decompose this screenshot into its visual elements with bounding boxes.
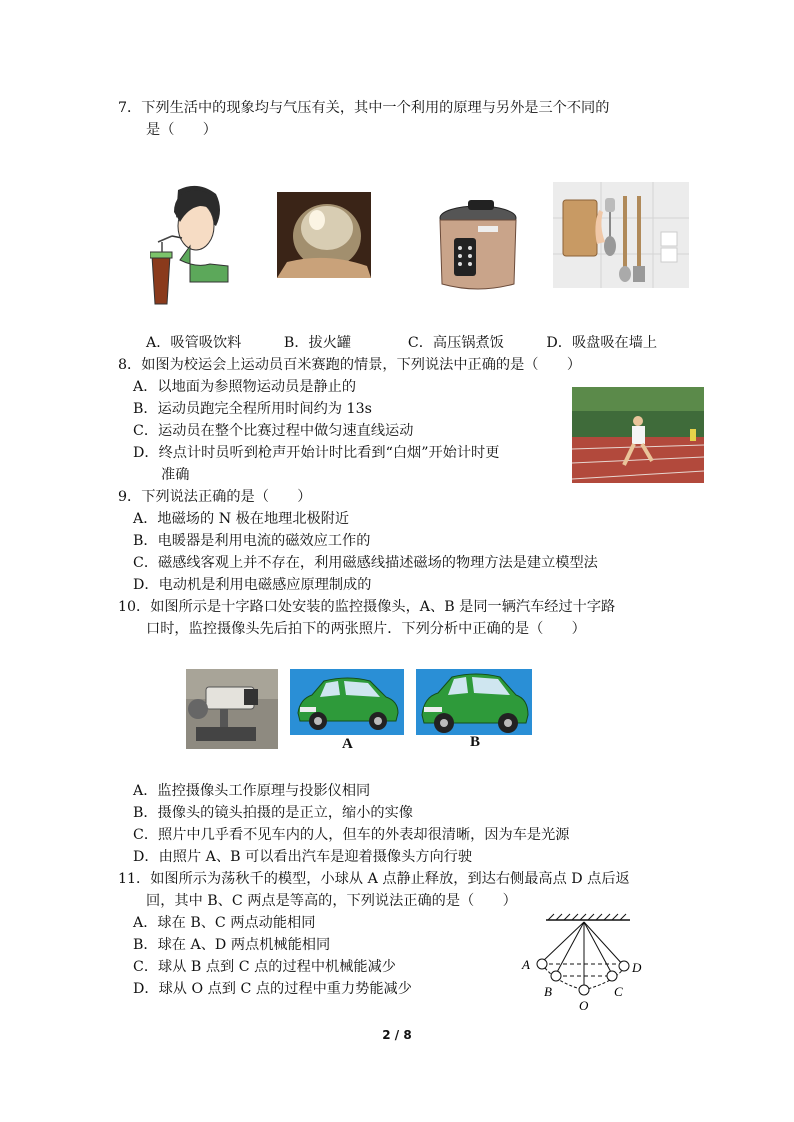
q8-option-d-line1: D．终点计时员听到枪声开始计时比看到“白烟”开始计时更: [133, 445, 500, 461]
runner-photo: [572, 387, 704, 483]
q10-stem-line2: 口时，监控摄像头先后拍下的两张照片．下列分析中正确的是（ ）: [146, 621, 586, 637]
q11-option-d: D．球从 O 点到 C 点的过程中重力势能减少: [133, 981, 412, 997]
q10-option-b: B．摄像头的镜头拍摄的是正立，缩小的实像: [133, 805, 413, 821]
q8-option-a: A．以地面为参照物运动员是静止的: [133, 379, 357, 395]
swing-diagram: [518, 912, 648, 1014]
q8-option-b: B．运动员跑完全程所用时间约为 13s: [133, 401, 372, 417]
boy-drinking-image: [150, 182, 232, 310]
q10-stem-line1: 10．如图所示是十字路口处安装的监控摄像头，A、B 是同一辆汽车经过十字路: [118, 599, 616, 615]
diagram-label-d: D: [632, 960, 642, 975]
diagram-label-a: A: [522, 957, 530, 972]
q11-option-a: A．球在 B、C 两点动能相同: [133, 915, 316, 931]
q11-option-b: B．球在 A、D 两点机械能相同: [133, 937, 331, 953]
q10-option-d: D．由照片 A、B 可以看出汽车是迎着摄像头方向行驶: [133, 849, 473, 865]
q11-stem-line2: 回，其中 B、C 两点是等高的，下列说法正确的是（ ）: [146, 893, 517, 909]
suction-hooks-image: [553, 182, 689, 288]
q11-stem-line1: 11．如图所示为荡秋千的模型，小球从 A 点静止释放，到达右侧最高点 D 点后返: [118, 871, 630, 887]
q7-options: A．吸管吸饮料 B．拔火罐 C．高压锅煮饭 D．吸盘吸在墙上: [146, 335, 658, 351]
page-number: 2 / 8: [382, 1028, 412, 1042]
q7-stem-line1: 7．下列生活中的现象均与气压有关，其中一个利用的原理与另外是三个不同的: [118, 100, 610, 116]
q9-option-c: C．磁感线客观上并不存在，利用磁感线描述磁场的物理方法是建立模型法: [133, 555, 598, 571]
q8-stem: 8．如图为校运会上运动员百米赛跑的情景，下列说法中正确的是（ ）: [118, 357, 582, 373]
q9-option-a: A．地磁场的 N 极在地理北极附近: [133, 511, 350, 527]
q10-option-a: A．监控摄像头工作原理与投影仪相同: [133, 783, 371, 799]
car-photo-a: [290, 669, 404, 735]
photo-label-b: B: [470, 734, 481, 750]
q9-option-b: B．电暖器是利用电流的磁效应工作的: [133, 533, 371, 549]
diagram-label-b: B: [544, 984, 552, 999]
diagram-label-o: O: [579, 998, 589, 1013]
q8-option-c: C．运动员在整个比赛过程中做匀速直线运动: [133, 423, 414, 439]
q7-stem-line2: 是（ ）: [146, 122, 217, 138]
photo-label-a: A: [342, 736, 353, 752]
q10-option-c: C．照片中几乎看不见车内的人，但车的外表却很清晰，因为车是光源: [133, 827, 570, 843]
car-photo-b: [416, 669, 532, 735]
camera-photo: [186, 669, 278, 749]
q9-stem: 9．下列说法正确的是（ ）: [118, 489, 312, 505]
diagram-label-c: C: [614, 984, 623, 999]
q8-option-d-line2: 准确: [161, 467, 190, 483]
q9-option-d: D．电动机是利用电磁感应原理制成的: [133, 577, 372, 593]
pressure-cooker-image: [430, 196, 526, 296]
cupping-image: [277, 192, 371, 278]
q11-option-c: C．球从 B 点到 C 点的过程中机械能减少: [133, 959, 396, 975]
